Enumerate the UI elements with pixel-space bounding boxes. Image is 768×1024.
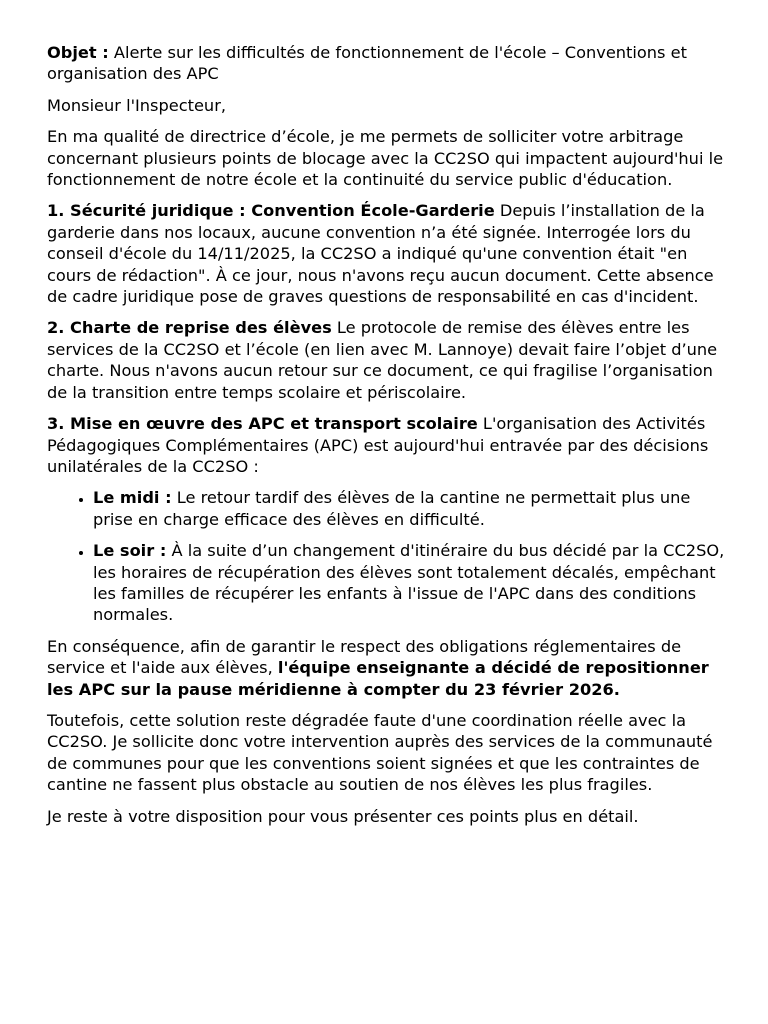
subject-label: Objet : [47, 43, 109, 62]
consequence-decision: l'équipe enseignante a décidé de repositionner les APC sur la pause méridienne à compter du 23 février 2026. [47, 658, 709, 699]
bullet-midi [93, 487, 728, 530]
section-3 [47, 413, 728, 477]
bullet-soir-text: À la suite d’un changement d'itinéraire du bus décidé par la CC2SO, les horaires de récupération des élèves sont totalement décalés, empêchant les familles de récupérer les enfants à l'issue de l'APC dans des conditions normales. [93, 541, 725, 625]
section-3-title: 3. Mise en œuvre des APC et transport scolaire [47, 414, 478, 434]
section-2 [47, 317, 728, 403]
bullet-soir [93, 540, 728, 626]
bullet-midi-label: Le midi : [93, 488, 172, 508]
consequence-text: En conséquence, afin de garantir le respect des obligations réglementaires de service et l'aide aux élèves, [47, 636, 682, 678]
consequence-paragraph [47, 636, 728, 700]
section-3-bullet-list [47, 487, 728, 625]
section-2-text: Le protocole de remise des élèves entre les services de la CC2SO et l’école (en lien avec M. Lannoye) devait faire l’objet d’une charte. Nous n'avons aucun retour sur ce document, ce qui fragilise l’organisation de la transition entre temps scolaire et périscolaire. [47, 318, 718, 402]
request-paragraph: Toutefois, cette solution reste dégradée faute d'une coordination réelle avec la CC2SO. Je sollicite donc votre intervention auprès des services de la communauté de communes pour que les conventions soient signées et que les contraintes de cantine ne fassent plus obstacle au soutien de nos élèves les plus fragiles. [47, 710, 713, 795]
section-3-text: L'organisation des Activités Pédagogiques Complémentaires (APC) est aujourd'hui entravée par des décisions unilatérales de la CC2SO : [47, 414, 709, 476]
intro-paragraph: En ma qualité de directrice d’école, je me permets de solliciter votre arbitrage concernant plusieurs points de blocage avec la CC2SO qui impactent aujourd'hui le fonctionnement de notre école et la continuité du service public d'éducation. [47, 127, 724, 190]
subject-line [47, 42, 728, 85]
section-1 [47, 200, 728, 307]
section-1-text: Depuis l’installation de la garderie dans nos locaux, aucune convention n’a été signée. Interrogée lors du conseil d'école du 14/11/2025, la CC2SO a indiqué qu'une convention était "en cours de rédaction". À ce jour, nous n'avons reçu aucun document. Cette absence de cadre juridique pose de graves questions de responsabilité en cas d'incident. [47, 201, 714, 307]
bullet-soir-label: Le soir : [93, 541, 167, 561]
section-1-title: 1. Sécurité juridique : Convention École-Garderie [47, 201, 495, 221]
section-2-title: 2. Charte de reprise des élèves [47, 318, 332, 338]
closing-paragraph: Je reste à votre disposition pour vous présenter ces points plus en détail. [47, 806, 639, 826]
subject-text: Alerte sur les difficultés de fonctionnement de l'école – Conventions et organisation des APC [47, 43, 687, 84]
bullet-midi-text: Le retour tardif des élèves de la cantine ne permettait plus une prise en charge efficace des élèves en difficulté. [93, 488, 691, 529]
salutation: Monsieur l'Inspecteur, [47, 95, 226, 115]
